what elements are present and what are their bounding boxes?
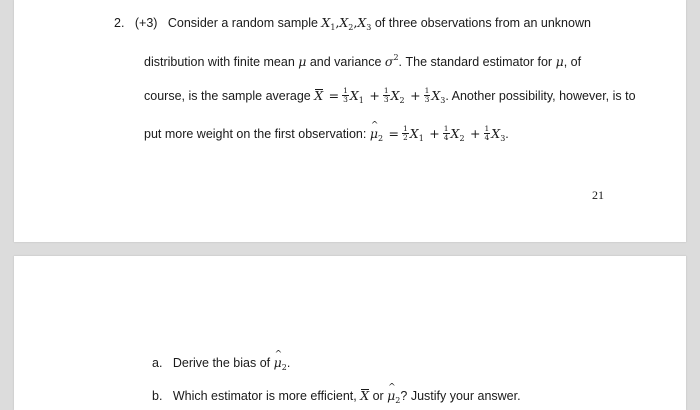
line3-text: course, is the sample average [144,89,315,103]
var-x2: $X_2$ [339,15,354,32]
part-b-or: or [369,389,388,403]
part-b-label: b. [152,389,163,403]
frac-one-half: $\frac{1}{2}$ [403,124,408,143]
part-a [152,355,290,376]
symbol-sigma: $\sigma^2$ [384,53,399,69]
part-b-end: ? Justify your answer. [400,389,521,403]
part-a-text: Derive the bias of [172,356,274,370]
problem-line-3: course, is the sample average X = $\frac{1}{3}$ $X_1$ + $\frac{1}{3}$ $X_2$ + $\frac{1}{3}$ $X_3$. Another possibility, however, is to [144,86,636,105]
problem-number: 2. [114,16,125,30]
page-2 [14,256,686,410]
line2-mid: and variance [306,55,385,69]
page-1 [14,0,686,242]
problem-points: (+3) [134,16,158,30]
line4-text: put more weight on the first observation: [144,127,370,141]
frac-one-quarter-1: $\frac{1}{4}$ [443,124,449,143]
part-b [152,388,521,409]
symbol-mu: μ [298,54,307,69]
problem-line-1: 2. (+3) Consider a random sample $X_1,X_2,X_3$ of three observations from an unknown [114,15,591,32]
line1-text: Consider a random sample [167,16,322,30]
line1-end: of three observations from an unknown [371,16,591,30]
part-a-end: . [286,356,291,370]
symbol-mu-2: μ [555,54,564,69]
part-a-label: a. [152,356,163,370]
line2-text: distribution with finite mean [144,55,299,69]
part-b-x-bar: X [360,388,370,403]
x-bar: X [314,88,324,103]
part-b-text: Which estimator is more efficient, [172,389,361,403]
problem-line-4: put more weight on the first observation: ^ $\mu_2$ = $\frac{1}{2}$ $X_1$ + $\frac{1}{4}$ $X_2$ + $\frac{1}{4}$ $X_3$. [144,126,509,147]
frac-one-third-3: $\frac{1}{3}$ [424,86,430,105]
page-number: 21 [592,188,604,202]
part-a-mu-hat: ^ $\mu_2$ [274,355,287,370]
frac-one-third-1: $\frac{1}{3}$ [343,86,348,105]
mu-hat-2: ^ $\mu_2$ [370,126,383,141]
frac-one-third-2: $\frac{1}{3}$ [383,86,389,105]
part-b-mu-hat: ^ $\mu_2$ [387,388,400,403]
line2-end: , of [563,55,582,69]
frac-one-quarter-2: $\frac{1}{4}$ [484,124,490,143]
line4-end: . [505,127,509,141]
var-x3: $X_3$ [357,15,372,32]
problem-line-2 [144,50,581,70]
line2-mid2: . The standard estimator for [398,55,556,69]
var-x1: $X_1$ [321,15,336,32]
line3-end: . Another possibility, however, is to [445,89,636,103]
